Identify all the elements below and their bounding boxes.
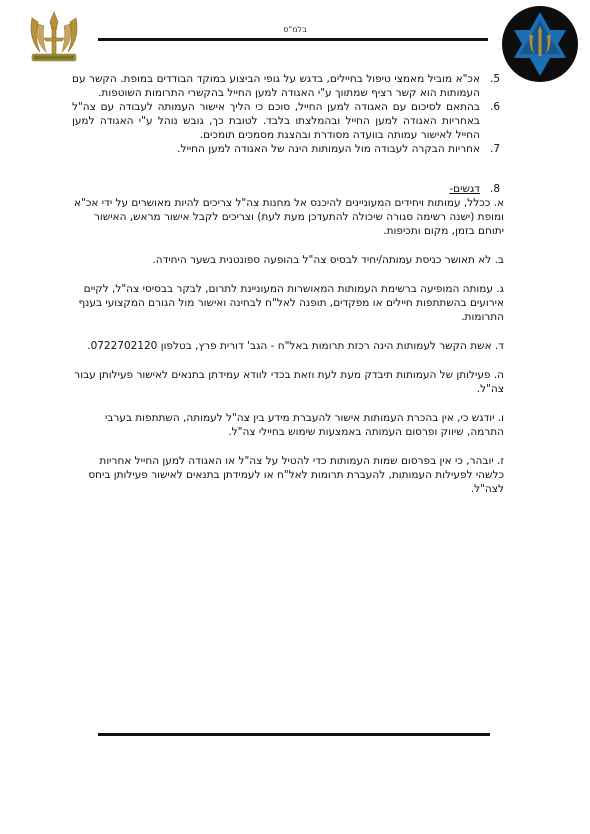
sub-clause-f: ו. יודגש כי, אין בהכרת העמותות אישור להעברת מידע בין צה"ל לעמותה, השתתפות בערבי התרמה, שיווק ופרסום העמותה באמצעות שימוש בחיילי צה"ל. bbox=[104, 412, 504, 438]
clause-8 bbox=[72, 182, 508, 196]
clause-6 bbox=[72, 100, 508, 142]
sub-clause-g: ז. יובהר, כי אין בפרסום שמות העמותות כדי להטיל על צה"ל או האגודה למען החייל אחריות כלשהי לפעילות העמותות, להעברת תרומות לאל"ח או לעמידתן בתנאים לאישור פעילותן ביחס לצה"ל. bbox=[88, 455, 504, 495]
sub-clause-e: ה. פעילותן של העמותות תיבדק מעת לעת וזאת בכדי לוודא עמידתן בתנאים לאישור פעילותן עבור צה"ל. bbox=[74, 369, 504, 395]
idf-emblem-logo bbox=[18, 8, 90, 68]
clause-number: .5 bbox=[490, 73, 501, 85]
clause-number: .7 bbox=[490, 143, 501, 155]
clause-7 bbox=[72, 142, 508, 156]
header-divider bbox=[98, 38, 488, 41]
clause-text: אחריות הבקרה לעבודה מול העמותות הינה של האגודה למען החייל. bbox=[177, 143, 480, 155]
classification-header: בלמ"ס bbox=[283, 25, 307, 34]
sub-clause-b: ב. לא תאושר כניסת עמותה/יחיד לבסיס צה"ל בהופעה ספונטנית בשער היחידה. bbox=[152, 254, 504, 266]
clause-number: .8 bbox=[490, 183, 501, 195]
sub-clause-c: ג. עמותה המופיעה ברשימת העמותות המאושרות המעוניינת לתרום, לבקר בבסיסי צה"ל, לקיים אירועים בהשתתפות חיילים או מפקדים, תופנה לאל"ח לבחינה ואישור מול הגורם המקצועי בענף התרומות. bbox=[78, 283, 504, 323]
footer-divider bbox=[98, 733, 490, 736]
sub-clause-a: א. ככלל, עמותות ויחידים המעוניינים להיכנס אל מחנות צה"ל צריכים להיות מאושרים על ידי אכ"א ומופת (ישנה רשימה סגורה שיכולה להתעדכן מעת לעת) וצריכים לקבל אישור מראש, האישור יתוחם בזמן, מקום ותכיפות. bbox=[74, 197, 504, 237]
clause-5 bbox=[72, 72, 508, 100]
clause-text: אכ"א מוביל מאמצי טיפול בחיילים, בדגש על גופי הביצוע במוקד הבודדים במופת. הקשר עם העמותות הוא קשר רציף שמתווך ע"י האגודה למען החייל בהקשרי התרומות השוטפות. bbox=[72, 73, 480, 99]
clause-text: בהתאם לסיכום עם האגודה למען החייל, סוכם כי הליך אישור העמותה לעבודה עם צה"ל באחריות האגודה למען החייל ובהמלצתו בלבד. לטובת כך, גובש נוהל ע"י האגודה למען החייל לאישור עמותה בוועדה מסודרת ובהצגת מסמכים תומכים. bbox=[72, 101, 480, 141]
clause-number: .6 bbox=[490, 101, 501, 113]
document-body bbox=[72, 72, 508, 511]
sub-clauses bbox=[72, 196, 508, 496]
section-heading: דגשים- bbox=[449, 183, 480, 195]
sub-clause-d: ד. אשת הקשר לעמותות הינה רכזת תרומות באל"ח - הגב' דורית פרץ, בטלפון 0722702120. bbox=[87, 340, 504, 352]
